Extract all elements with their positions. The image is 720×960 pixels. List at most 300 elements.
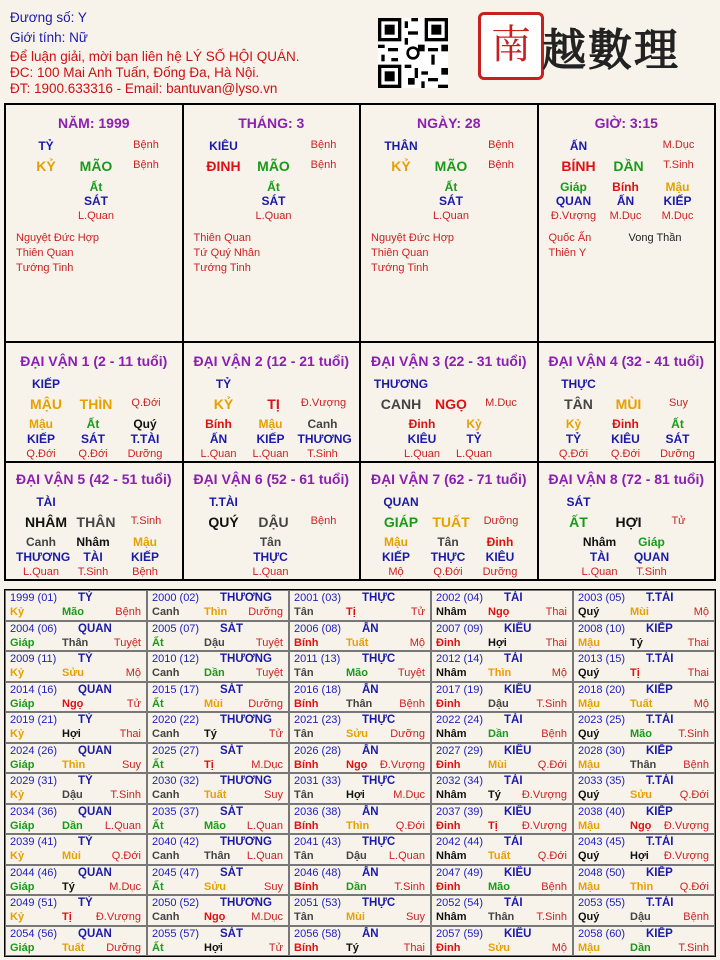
year-cell [5,682,147,713]
hidden-stem: Bính [612,180,639,194]
year-cell [5,926,147,957]
pillar-ten-god: THÂN [384,139,418,153]
year-branch: Dần [630,941,651,954]
year-cell [289,865,431,896]
year-stem: Tân [294,850,314,862]
year-branch: Sửu [488,941,511,954]
year-ten-god: QUAN [78,805,112,818]
year-stage: Đ.Vượng [521,789,567,801]
heavenly-stem: ĐINH [206,158,241,174]
pillar-title: NĂM: 1999 [57,115,130,131]
year-label: 2030 (32) [152,775,200,787]
year-stage: Dưỡng [390,728,425,740]
hidden-stage: L.Quan [77,210,115,222]
year-ten-god: T.TÀI [646,714,674,726]
year-ten-god: KIẾP [646,805,673,818]
shensha-note: Tướng Tinh [193,262,251,274]
year-label: 2052 (54) [436,897,484,909]
year-label: 2044 (46) [10,866,58,879]
year-cell [5,712,147,743]
year-ten-god: KIÊU [504,927,532,940]
year-cell [573,743,715,774]
year-cell [147,590,289,621]
year-cell [147,865,289,896]
year-branch: Thìn [488,667,512,679]
year-branch: Dậu [62,789,83,801]
address-line: ĐC: 100 Mai Anh Tuấn, Đống Đa, Hà Nội. [10,65,260,80]
year-stem: Giáp [10,819,35,832]
year-branch: Tý [346,941,359,954]
year-stem: Giáp [10,636,35,649]
hidden-stage: L.Quan [252,566,289,578]
hidden-stage: T.Sinh [307,448,338,460]
year-cell [289,773,431,804]
year-branch: Ngọ [346,758,368,771]
hidden-stem: Mậu [29,417,53,431]
year-ten-god: SÁT [220,927,243,940]
year-stage: Thai [687,667,709,679]
year-ten-god: TỶ [78,653,93,665]
year-ten-god: SÁT [220,866,243,879]
hidden-ten-god: THỰC [430,550,466,564]
year-stage: Q.Đới [395,819,425,832]
hidden-ten-god: TỶ [466,432,482,446]
year-cell [289,804,431,835]
year-stage: Mộ [551,941,567,954]
shensha-note: Thiên Quan [371,247,429,259]
year-ten-god: QUAN [78,622,112,635]
year-cell [431,773,573,804]
year-label: 2029 (31) [10,775,58,787]
year-stage: Thai [545,606,567,618]
year-ten-god: TỶ [78,592,93,604]
year-cell [573,926,715,957]
dai-van-title: ĐẠI VẬN 5 (42 - 51 tuổi) [15,471,172,487]
year-cell [431,895,573,926]
year-ten-god: T.TÀI [646,775,674,787]
year-ten-god: THƯƠNG [220,775,272,787]
year-label: 2022 (24) [436,714,484,726]
year-ten-god: KIÊU [504,866,532,879]
contact-line: Để luận giải, mời bạn liên hệ LÝ SỐ HỘI QUÁN. [10,49,300,64]
year-cell [147,895,289,926]
year-ten-god: TÀI [504,836,523,848]
year-ten-god: ẤN [362,683,379,696]
year-stem: Quý [578,850,600,862]
shensha-note: Thiên Y [548,247,587,259]
year-ten-god: QUAN [78,866,112,879]
hidden-stem: Giáp [560,180,587,194]
year-stem: Ất [152,941,164,954]
hidden-ten-god: T.TÀI [130,432,160,446]
year-stem: Quý [578,606,600,618]
year-cell [573,865,715,896]
year-stage: Suy [264,880,283,893]
year-ten-god: THỰC [362,897,396,909]
year-stem: Mậu [578,758,600,771]
dai-van-title: ĐẠI VẬN 1 (2 - 11 tuổi) [20,353,168,369]
shensha-note: Nguyệt Đức Hợp [371,232,455,244]
earthly-branch: MÃO [79,158,113,174]
year-cell [5,651,147,682]
year-stage: Mộ [551,667,567,679]
dai-van-cell [6,461,184,579]
year-stage: Suy [406,911,425,923]
year-stage: Suy [122,758,141,771]
year-stage: Bệnh [683,758,709,771]
year-branch: Mùi [204,697,223,710]
year-label: 2014 (16) [10,683,58,696]
year-branch: Ngọ [488,606,510,618]
year-stem: Canh [152,789,180,801]
year-label: 2018 (20) [578,683,626,696]
year-cell [289,743,431,774]
dai-van-panel [4,341,716,581]
dai-van-stage: Đ.Vượng [300,397,347,409]
year-ten-god: KIẾP [646,744,673,757]
hidden-ten-god: SÁT [84,194,108,208]
year-cell [431,712,573,743]
year-stage: Q.Đới [679,789,709,801]
year-ten-god: TÀI [504,592,523,604]
year-ten-god: THƯƠNG [220,714,272,726]
year-ten-god: KIÊU [504,805,532,818]
year-stage: Tử [268,941,283,954]
year-label: 2012 (14) [436,653,484,665]
year-ten-god: QUAN [78,927,112,940]
year-cell [289,651,431,682]
year-branch: Dậu [630,911,651,923]
dai-van-cell [539,343,715,461]
year-stem: Kỷ [10,728,25,740]
dai-van-stem: GIÁP [383,514,419,530]
year-ten-god: SÁT [220,805,243,818]
year-stage: L.Quan [246,819,283,832]
dai-van-branch: NGỌ [435,396,467,412]
year-ten-god: KIẾP [646,622,673,635]
year-label: 2047 (49) [436,866,484,879]
year-stem: Giáp [10,697,35,710]
year-branch: Mùi [488,758,507,771]
year-label: 2004 (06) [10,622,58,635]
year-ten-god: ẤN [362,744,379,757]
year-branch: Mùi [62,850,81,862]
year-stem: Đinh [436,758,461,771]
heavenly-stem: KỶ [391,158,411,174]
shensha-note: Tướng Tinh [371,262,429,274]
brand-logo-text: 越數理 [542,25,680,76]
hidden-ten-god: QUAN [555,194,592,208]
pillar-title: THÁNG: 3 [238,115,305,131]
year-cell [431,621,573,652]
dai-van-stem: ẤT [569,514,588,530]
year-stage: Mộ [693,697,709,710]
year-stem: Nhâm [436,789,467,801]
year-label: 2013 (15) [578,653,626,665]
year-label: 2032 (34) [436,775,484,787]
year-branch: Thìn [62,758,86,771]
branch-stage: Bệnh [488,159,514,171]
earthly-branch: MÃO [257,158,290,174]
year-label: 2043 (45) [578,836,626,848]
year-ten-god: THỰC [362,653,396,665]
year-branch: Hợi [204,941,223,954]
year-stage: M.Dục [393,789,425,801]
year-ten-god: KIÊU [504,744,532,757]
year-stage: Q.Đới [679,880,709,893]
year-label: 2050 (52) [152,897,200,909]
dai-van-title: ĐẠI VẬN 3 (22 - 31 tuổi) [370,353,527,369]
year-cell [573,834,715,865]
year-stem: Nhâm [436,850,467,862]
dai-van-title: ĐẠI VẬN 4 (32 - 41 tuổi) [548,353,705,369]
dai-van-branch: TUẤT [432,514,470,530]
hidden-stem: Tân [437,535,459,549]
branch-stage: T.Sinh [663,159,694,171]
hidden-ten-god: TÀI [83,550,103,564]
year-label: 2048 (50) [578,866,626,879]
year-branch: Mão [204,819,226,832]
year-label: 2006 (08) [294,622,342,635]
pillar-column [361,105,539,341]
year-cell [147,743,289,774]
year-label: 2000 (02) [152,592,200,604]
hidden-stem: Mậu [665,180,690,194]
year-branch: Tị [346,606,356,618]
year-branch: Mão [62,606,84,618]
dai-van-ten-god: T.TÀI [209,495,238,509]
year-ten-god: TỶ [78,775,93,787]
year-cell [573,804,715,835]
year-stem: Tân [294,606,314,618]
year-branch: Thìn [346,819,370,832]
year-branch: Hợi [488,636,507,649]
year-stem: Mậu [578,941,600,954]
dai-van-stem: QUÝ [208,514,239,530]
hidden-stem: Bính [205,417,232,431]
year-cell [431,834,573,865]
hidden-stage: Mộ [388,566,404,578]
year-label: 2023 (25) [578,714,626,726]
year-label: 2026 (28) [294,744,342,757]
year-branch: Mão [630,728,652,740]
year-branch: Dậu [204,636,225,649]
year-stem: Đinh [436,819,461,832]
year-label: 2021 (23) [294,714,342,726]
year-branch: Tị [630,667,640,679]
year-cell [289,926,431,957]
hidden-ten-god: KIẾP [26,432,55,446]
hidden-stem: Quý [133,417,157,431]
year-stem: Giáp [10,941,35,954]
year-stem: Bính [294,636,319,649]
year-stage: Đ.Vượng [379,758,425,771]
year-cell [289,895,431,926]
year-branch: Hợi [630,850,649,862]
year-ten-god: SÁT [220,683,243,696]
hidden-ten-god: SÁT [81,432,105,446]
dai-van-stage: Tử [671,515,686,527]
dai-van-stem: KỶ [213,396,234,412]
hidden-ten-god: ẤN [616,194,635,208]
hidden-ten-god: TỶ [565,432,582,446]
year-branch: Dần [346,880,367,893]
year-stage: Tử [268,728,283,740]
year-branch: Thân [630,758,657,771]
year-ten-god: TÀI [504,714,523,726]
shensha-note: Quốc Ấn [548,232,592,244]
dai-van-stage: Bệnh [310,515,337,527]
year-label: 2058 (60) [578,927,626,940]
hidden-stage: Q.Đới [78,448,108,460]
year-ten-god: QUAN [78,683,112,696]
year-cell [573,590,715,621]
dai-van-stage: M.Dục [485,397,517,409]
year-branch: Tý [204,728,217,740]
dai-van-branch: THÌN [79,396,113,412]
hidden-stage: M.Dục [609,210,642,222]
dai-van-stem: CANH [380,396,422,412]
year-stage: Thai [545,636,567,649]
year-stage: T.Sinh [394,880,425,893]
year-stem: Kỷ [10,789,25,801]
year-branch: Sửu [346,728,369,740]
year-cell [147,926,289,957]
year-stage: T.Sinh [678,728,709,740]
year-cell [147,773,289,804]
pillar-title: GIỜ: 3:15 [594,115,658,131]
year-ten-god: TÀI [504,897,523,909]
year-branch: Tị [204,758,214,771]
hidden-stage: Q.Đới [26,448,56,460]
hidden-ten-god: ẤN [209,432,228,446]
dai-van-ten-god: TỶ [215,377,232,391]
year-stem: Tân [294,911,314,923]
dai-van-ten-god: KIẾP [31,377,60,391]
dai-van-stage: T.Sinh [130,515,162,527]
shensha-note: Tướng Tinh [16,262,74,274]
year-branch: Thân [204,850,231,862]
qr-code-icon[interactable] [378,18,448,88]
dai-van-ten-god: THỰC [561,377,596,391]
shensha-note: Nguyệt Đức Hợp [16,232,100,244]
year-branch: Mùi [346,911,365,923]
year-ten-god: KIÊU [504,683,532,696]
year-stem: Tân [294,789,314,801]
year-stem: Đinh [436,636,461,649]
dai-van-cell [184,343,362,461]
header [0,0,720,100]
dai-van-branch: DẬU [258,514,289,530]
year-cell [5,773,147,804]
year-cell [431,865,573,896]
year-stem: Kỷ [10,667,25,679]
year-branch: Thân [62,636,89,649]
year-label: 2041 (43) [294,836,342,848]
year-stage: Đ.Vượng [663,850,709,862]
year-label: 2056 (58) [294,927,342,940]
year-branch: Thìn [204,606,228,618]
hidden-ten-god: THƯƠNG [16,550,71,564]
hidden-stage: Q.Đới [558,448,589,460]
year-stage: Tuyệt [397,667,425,679]
year-label: 2001 (03) [294,592,342,604]
year-stem: Giáp [10,758,35,771]
dai-van-ten-god: SÁT [566,495,591,509]
year-label: 2051 (53) [294,897,342,909]
year-label: 2002 (04) [436,592,484,604]
year-ten-god: KIÊU [504,622,532,635]
year-ten-god: T.TÀI [646,653,674,665]
year-ten-god: TỶ [78,714,93,726]
year-label: 2037 (39) [436,805,484,818]
year-label: 2028 (30) [578,744,626,757]
year-stem: Ất [152,636,164,649]
year-cell [147,651,289,682]
hidden-stem: Nhâm [76,535,110,549]
year-ten-god: ẤN [362,805,379,818]
hidden-stage: L.Quan [455,448,493,460]
dai-van-cell [361,343,539,461]
year-stage: Dưỡng [106,941,141,954]
hidden-stage: M.Dục [661,210,694,222]
year-branch: Sửu [630,789,653,801]
year-ten-god: ẤN [362,622,379,635]
year-cell [147,621,289,652]
year-stem: Tân [294,667,314,679]
year-label: 2049 (51) [10,897,58,909]
hidden-ten-god: KIÊU [407,432,437,446]
year-branch: Dần [62,819,83,832]
year-stage: L.Quan [104,819,141,832]
hidden-stem: Ất [267,180,280,194]
year-stem: Canh [152,728,180,740]
year-stage: T.Sinh [678,941,709,954]
year-stage: Tuyệt [113,636,141,649]
year-branch: Mão [488,880,510,893]
year-stage: Q.Đới [537,758,567,771]
year-label: 2024 (26) [10,744,58,757]
year-stem: Bính [294,941,319,954]
year-stem: Ất [152,697,164,710]
dai-van-branch: THÂN [76,514,116,530]
dai-van-stage: Q.Đới [131,397,161,409]
hidden-stage: L.Quan [403,448,441,460]
hidden-stage: Bệnh [132,566,158,578]
year-label: 2040 (42) [152,836,200,848]
year-stem: Canh [152,667,180,679]
year-branch: Dậu [488,697,509,710]
year-stage: Tử [126,697,141,710]
year-cell [5,590,147,621]
year-cell [147,712,289,743]
year-label: 2033 (35) [578,775,626,787]
year-stage: Mộ [125,667,141,679]
year-cell [431,590,573,621]
hidden-stem: Ất [671,417,684,431]
year-cell [5,804,147,835]
year-cell [573,895,715,926]
year-stem: Đinh [436,697,461,710]
year-stem: Quý [578,911,600,923]
year-label: 2031 (33) [294,775,342,787]
branch-stage: Bệnh [310,159,337,171]
dai-van-stage: Dưỡng [483,515,519,527]
year-stem: Nhâm [436,667,467,679]
hidden-stem: Đinh [612,417,639,431]
year-label: 2015 (17) [152,683,200,696]
year-branch: Dần [488,728,509,740]
